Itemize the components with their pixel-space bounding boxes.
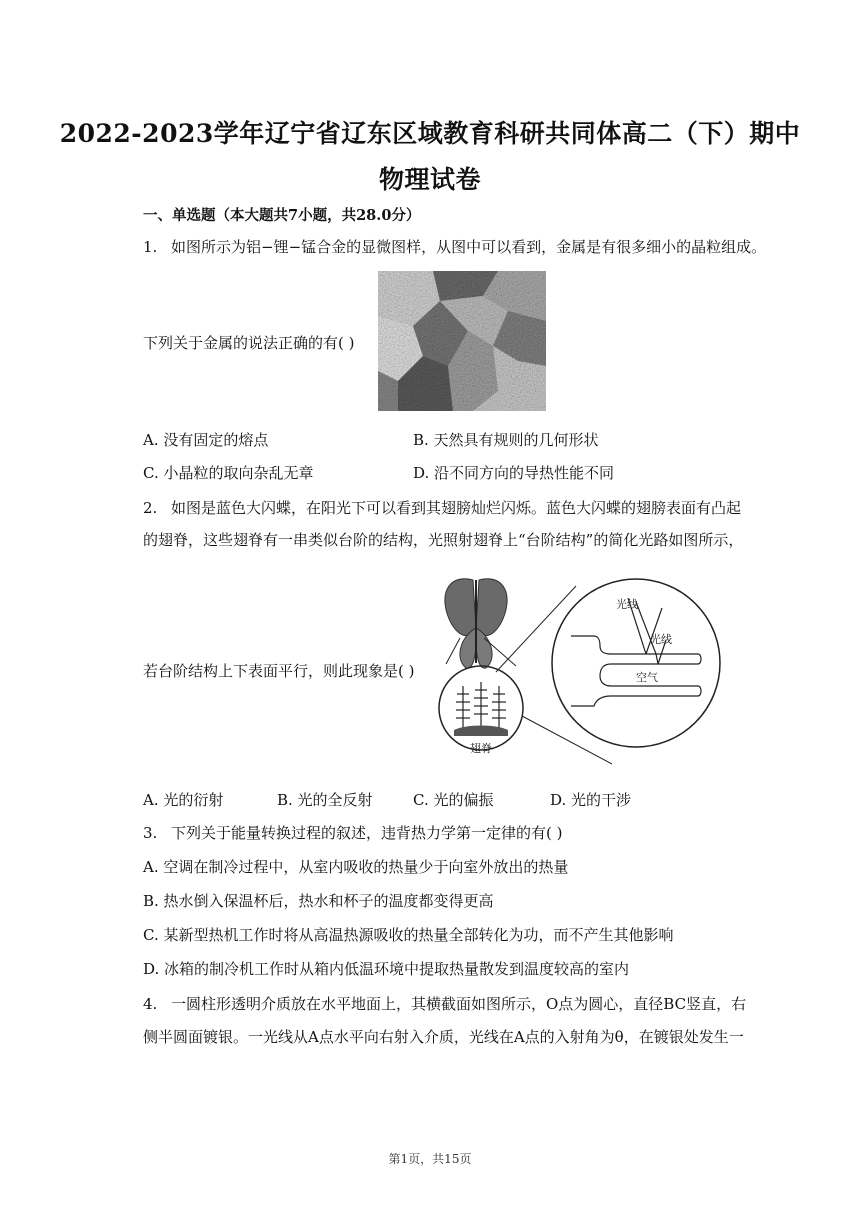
q2-option-a[interactable]: A. 光的衍射	[143, 791, 224, 809]
question-number: 3.	[143, 824, 158, 842]
q2-option-c[interactable]: C. 光的偏振	[413, 791, 494, 809]
question-number: 2.	[143, 499, 158, 517]
question-number: 1.	[143, 238, 158, 256]
question-1-stem	[143, 236, 766, 257]
question-text: 如图是蓝色大闪蝶，在阳光下可以看到其翅膀灿烂闪烁。蓝色大闪蝶的翅膀表面有凸起	[171, 499, 742, 517]
exam-title-line1: 2022-2023学年辽宁省辽东区域教育科研共同体高二（下）期中	[59, 119, 801, 148]
page-footer: 第1页，共15页	[388, 1152, 472, 1166]
q3-option-d[interactable]: D. 冰箱的制冷机工作时从箱内低温环境中提取热量散发到温度较高的室内	[143, 960, 630, 978]
question-4-stem-line2: 侧半圆面镀银。一光线从A点水平向右射入介质，光线在A点的入射角为θ，在镀银处发生一	[143, 1028, 744, 1046]
question-number: 4.	[143, 995, 158, 1013]
q3-option-c[interactable]: C. 某新型热机工作时将从高温热源吸收的热量全部转化为功，而不产生其他影响	[143, 926, 674, 944]
alloy-micrograph-image	[378, 271, 546, 411]
q3-option-b[interactable]: B. 热水倒入保温杯后，热水和杯子的温度都变得更高	[143, 892, 494, 910]
question-2-stem-line2: 的翅脊，这些翅脊有一串类似台阶的结构，光照射翅脊上“台阶结构”的简化光路如图所示，	[143, 531, 744, 549]
q1-option-b[interactable]: B. 天然具有规则的几何形状	[413, 431, 599, 449]
exam-title-line2: 物理试卷	[378, 165, 481, 194]
q1-option-a[interactable]: A. 没有固定的熔点	[143, 431, 269, 449]
air-label: 空气	[636, 671, 658, 684]
q1-option-c[interactable]: C. 小晶粒的取向杂乱无章	[143, 464, 314, 482]
question-text: 一圆柱形透明介质放在水平地面上，其横截面如图所示，O点为圆心，直径BC竖直，右	[171, 995, 747, 1013]
question-text: 下列关于能量转换过程的叙述，违背热力学第一定律的有( )	[171, 824, 563, 842]
question-3-stem	[143, 822, 562, 843]
q3-option-a[interactable]: A. 空调在制冷过程中，从室内吸收的热量少于向室外放出的热量	[143, 858, 569, 876]
question-text: 如图所示为铝−锂−锰合金的显微图样，从图中可以看到，金属是有很多细小的晶粒组成。	[171, 238, 767, 256]
q2-option-b[interactable]: B. 光的全反射	[277, 791, 373, 809]
question-1-prompt: 下列关于金属的说法正确的有( )	[143, 334, 355, 352]
butterfly-icon	[445, 579, 507, 668]
q2-option-d[interactable]: D. 光的干涉	[550, 791, 632, 809]
light-label-2: 光线	[650, 633, 672, 646]
section-heading: 一、单选题（本大题共7小题，共28.0分）	[143, 207, 421, 224]
ridge-trees	[456, 682, 506, 730]
question-4-stem-line1	[143, 993, 746, 1014]
ridge-label: 翅脊	[470, 742, 492, 755]
q1-option-d[interactable]: D. 沿不同方向的导热性能不同	[413, 464, 615, 482]
question-2-prompt: 若台阶结构上下表面平行，则此现象是( )	[143, 662, 415, 680]
butterfly-wing-ridge-diagram	[436, 568, 726, 768]
question-2-stem-line1	[143, 497, 741, 518]
light-label-1: 光线	[616, 598, 638, 611]
